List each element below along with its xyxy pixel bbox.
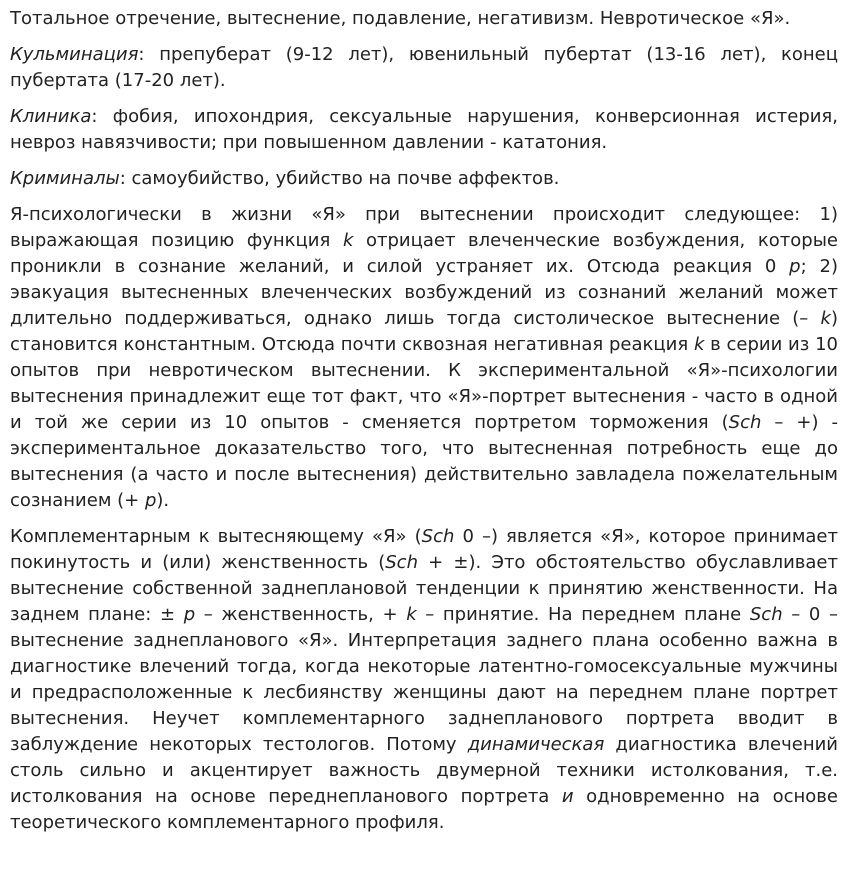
- text-run: : самоубийство, убийство на почве аффектов.: [119, 168, 560, 189]
- text-run: ).: [156, 490, 170, 511]
- text-run: одновременно на основе теоретического комплементарного профиля.: [10, 786, 838, 833]
- italic-text-run: Криминалы: [10, 168, 120, 189]
- italic-text-run: Sch: [385, 552, 418, 573]
- text-run: 0 –) является «Я», которое принимает покинутость и (или) женственность (: [10, 526, 838, 573]
- text-run: ; 2) эвакуация вытесненных влеченческих возбуждений из сознаний желаний может длительно поддерживаться, однако лишь тогда систолическое вытеснение (–: [10, 256, 838, 329]
- text-run: : препуберат (9-12 лет), ювенильный пубертат (13-16 лет), конец пубертата (17-20 лет).: [10, 44, 838, 91]
- text-run: – женственность, +: [195, 604, 407, 625]
- italic-text-run: Sch: [749, 604, 783, 625]
- italic-text-run: Клиника: [10, 106, 92, 127]
- document-body: [10, 6, 838, 836]
- text-run: диагностика влечений столь сильно и акцентирует важность двумерной техники истолкования, т.е. истолкования на основе переднепланового портрета: [10, 734, 838, 807]
- paragraph-6: [10, 524, 838, 836]
- text-run: – принятие. На переднем плане: [416, 604, 750, 625]
- paragraph-1: [10, 6, 838, 32]
- paragraph-2: [10, 42, 838, 94]
- text-run: отрицает влеченческие возбуждения, которые проникли в сознание желаний, и силой устраняет их. Отсюда реакция 0: [10, 230, 838, 277]
- italic-text-run: k: [820, 308, 831, 329]
- italic-text-run: k: [342, 230, 354, 251]
- italic-text-run: Sch: [728, 412, 762, 433]
- text-run: – 0 – вытеснение заднепланового «Я». Интерпретация заднего плана особенно важна в диагностике влечений тогда, когда некоторые латентно-гомосексуальные мужчины и предрасположенные к лесбиянству женщины дают на переднем плане портрет вытеснения. Неучет комплементарного заднепланового портрета вводит в заблуждение некоторых тестологов. Потому: [10, 604, 838, 755]
- paragraph-3: [10, 104, 838, 156]
- text-run: : фобия, ипохондрия, сексуальные нарушения, конверсионная истерия, невроз навязчивости; при повышенном давлении - кататония.: [10, 106, 838, 153]
- italic-text-run: Кульминация: [10, 44, 139, 65]
- text-run: ) становится константным. Отсюда почти сквозная негативная реакция: [10, 308, 838, 355]
- text-run: Комплементарным к вытесняющему «Я» (: [10, 526, 422, 547]
- italic-text-run: k: [693, 334, 705, 355]
- text-run: в серии из 10 опытов при невротическом вытеснении. К экспериментальной «Я»-психологии вытеснения принадлежит еще тот факт, что «Я»-портрет вытеснения - часто в одной и той же серии из 10 опытов - сменяется портретом торможения (: [10, 334, 838, 433]
- italic-text-run: динамическая: [467, 734, 605, 755]
- text-run: – +) - экспериментальное доказательство того, что вытесненная потребность еще до вытеснения (а часто и после вытеснения) действительно завладела пожелательным сознанием (+: [10, 412, 838, 511]
- italic-text-run: k: [406, 604, 417, 625]
- italic-text-run: Sch: [421, 526, 455, 547]
- italic-text-run: и: [561, 786, 574, 807]
- paragraph-4: [10, 166, 838, 192]
- paragraph-5: [10, 202, 838, 514]
- text-run: + ±). Это обстоятельство обуславливает вытеснение собственной заднеплановой тенденции к принятию женственности. На заднем плане: ±: [10, 552, 838, 625]
- italic-text-run: p: [789, 256, 801, 277]
- italic-text-run: p: [144, 490, 157, 511]
- text-run: Я-психологически в жизни «Я» при вытеснении происходит следующее: 1) выражающая позицию функция: [10, 204, 838, 251]
- italic-text-run: p: [183, 604, 196, 625]
- text-run: Тотальное отречение, вытеснение, подавление, негативизм. Невротическое «Я».: [10, 8, 791, 29]
